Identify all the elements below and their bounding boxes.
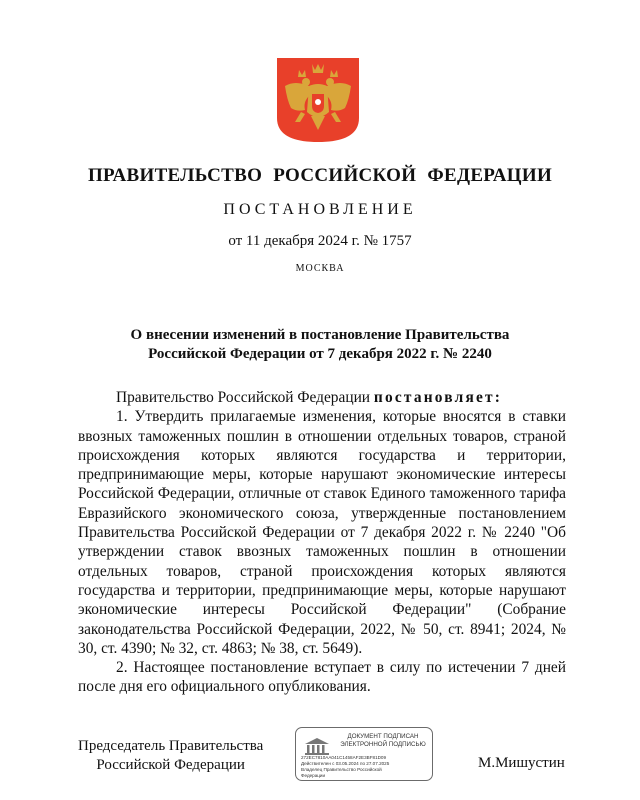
subject-line-1: О внесении изменений в постановление Правительства — [130, 327, 510, 343]
stamp-validity: Действителен с 03.05.2024 по 27.07.2025 — [301, 761, 390, 766]
signer-position-line-1: Председатель Правительства — [78, 738, 264, 754]
document-subject — [0, 326, 640, 364]
building-icon — [303, 736, 331, 756]
document-city: МОСКВА — [295, 263, 345, 274]
signer-position-line-2: Российской Федерации — [96, 757, 245, 773]
subject-line-2: Российской Федерации от 7 декабря 2022 г. № 2240 — [148, 346, 492, 362]
document-body — [78, 388, 566, 697]
document-date-number: от 11 декабря 2024 г. № 1757 — [228, 233, 412, 249]
stamp-title-line-1: ДОКУМЕНТ ПОДПИСАН — [347, 733, 419, 740]
electronic-signature-stamp — [295, 727, 433, 781]
signer-name: М.Мишустин — [478, 755, 565, 771]
russian-coat-of-arms-icon — [275, 56, 361, 144]
item-2: 2. Настоящее постановление вступает в силу по истечении 7 дней после дня его официального опубликования. — [78, 659, 566, 696]
item-1: 1. Утвердить прилагаемые изменения, которые вносятся в ставки ввозных таможенных пошлин в отношении отдельных товаров, страной происхождения которых являются государства и территории, предпринимающие меры, которые нарушают экономические интересы Российской Федерации, отличные от ставок Единого таможенного тарифа Евразийского экономического союза, утвержденные постановлением Правительства Российской Федерации от 7 декабря 2022 г. № 2240 "Об утверждении ставок ввозных таможенных пошлин в отношении отдельных товаров, страной происхождения которых являются государства и территории, предпринимающие меры, которые нарушают экономические интересы Российской Федерации" (Собрание законодательства Российской Федерации, 2022, № 50, ст. 8941; 2024, № 30, ст. 4390; № 32, ст. 4863; № 38, ст. 5649). — [78, 408, 566, 657]
preamble-resolves: постановляет: — [373, 389, 503, 406]
preamble-start: Правительство Российской Федерации — [116, 389, 374, 406]
stamp-owner-line-1: Владелец Правительство Российской — [301, 767, 382, 772]
document-type: ПОСТАНОВЛЕНИЕ — [223, 201, 417, 218]
stamp-owner-line-2: Федерации — [301, 773, 326, 778]
stamp-certificate: 272EC7810AA041C1458AF2E3BF81D09 — [301, 755, 387, 760]
stamp-title — [336, 733, 430, 748]
organization-title: ПРАВИТЕЛЬСТВО РОССИЙСКОЙ ФЕДЕРАЦИИ — [87, 165, 553, 186]
preamble — [78, 388, 566, 407]
signer-position — [78, 737, 263, 775]
stamp-title-line-2: ЭЛЕКТРОННОЙ ПОДПИСЬЮ — [340, 740, 426, 748]
